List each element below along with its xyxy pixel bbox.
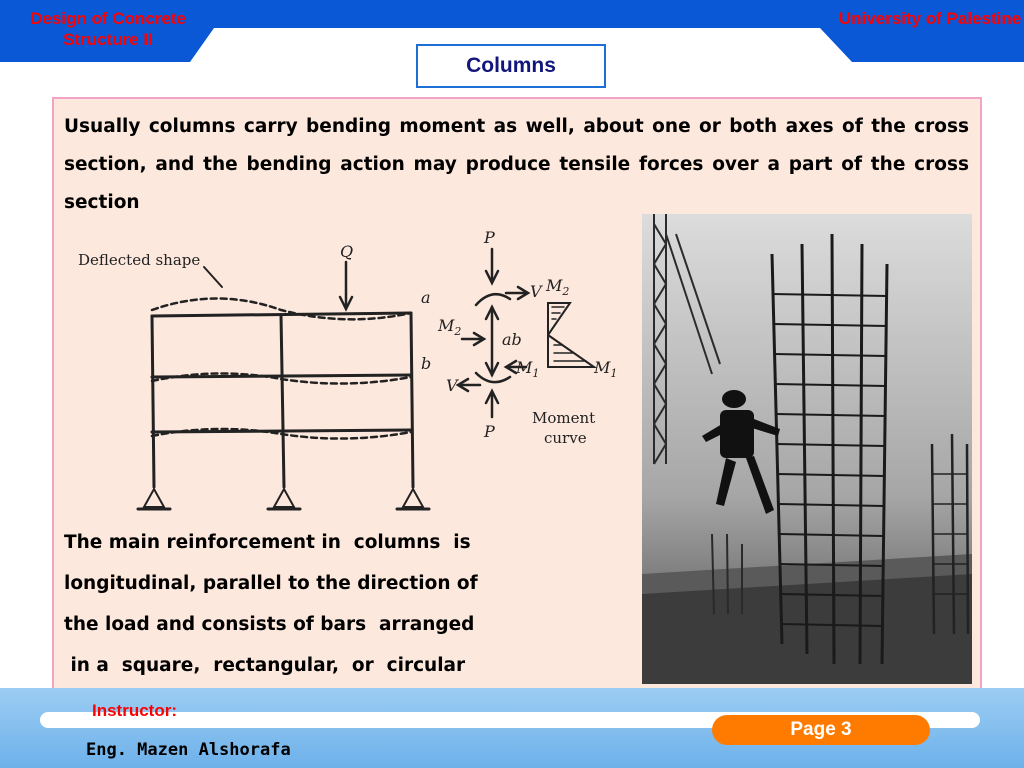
university-name: University of Palestine <box>838 9 1022 28</box>
v-bottom-label: V <box>446 376 458 395</box>
deflected-shape-label: Deflected shape <box>78 251 201 269</box>
rebar-column-photo <box>642 214 972 684</box>
reinforcement-line: in a square, rectangular, or circular <box>64 655 466 676</box>
instructor-label: Instructor: <box>92 701 177 720</box>
slide-title-box <box>416 44 606 88</box>
m2-label: $M_2$ <box>438 316 462 338</box>
ab-label: ab <box>502 330 522 349</box>
content-panel <box>52 97 982 694</box>
moment-curve-label-1: Moment <box>532 409 596 427</box>
reinforcement-line: longitudinal, parallel to the direction of <box>64 573 478 594</box>
q-load-label: Q <box>340 242 354 261</box>
p-bottom-label: P <box>484 422 495 441</box>
p-top-label: P <box>484 228 495 247</box>
intro-paragraph: Usually columns carry bending moment as well, about one or both axes of the cross section, and the bending action may produce tensile forces over a part of the cross section <box>64 116 969 213</box>
course-title: Design of Concrete Structure II <box>30 9 186 49</box>
m1-label: $M_1$ <box>516 358 540 380</box>
footer-band <box>0 688 1024 768</box>
reinforcement-line: The main reinforcement in columns is <box>64 532 471 553</box>
reinforcement-line: the load and consists of bars arranged <box>64 614 475 635</box>
curve-m2-label: $M_2$ <box>546 276 570 298</box>
v-top-label: V <box>530 282 542 301</box>
point-a-label: a <box>421 288 431 307</box>
moment-curve-label-2: curve <box>544 429 587 447</box>
slide-title: Columns <box>466 54 556 77</box>
column-frame-diagram <box>64 227 624 527</box>
page-number-badge: Page 3 <box>712 715 930 745</box>
point-b-label: b <box>421 354 432 373</box>
instructor-name: Eng. Mazen Alshorafa <box>86 740 291 760</box>
reinforcement-paragraph <box>64 522 584 686</box>
curve-m1-label: $M_1$ <box>594 358 618 380</box>
